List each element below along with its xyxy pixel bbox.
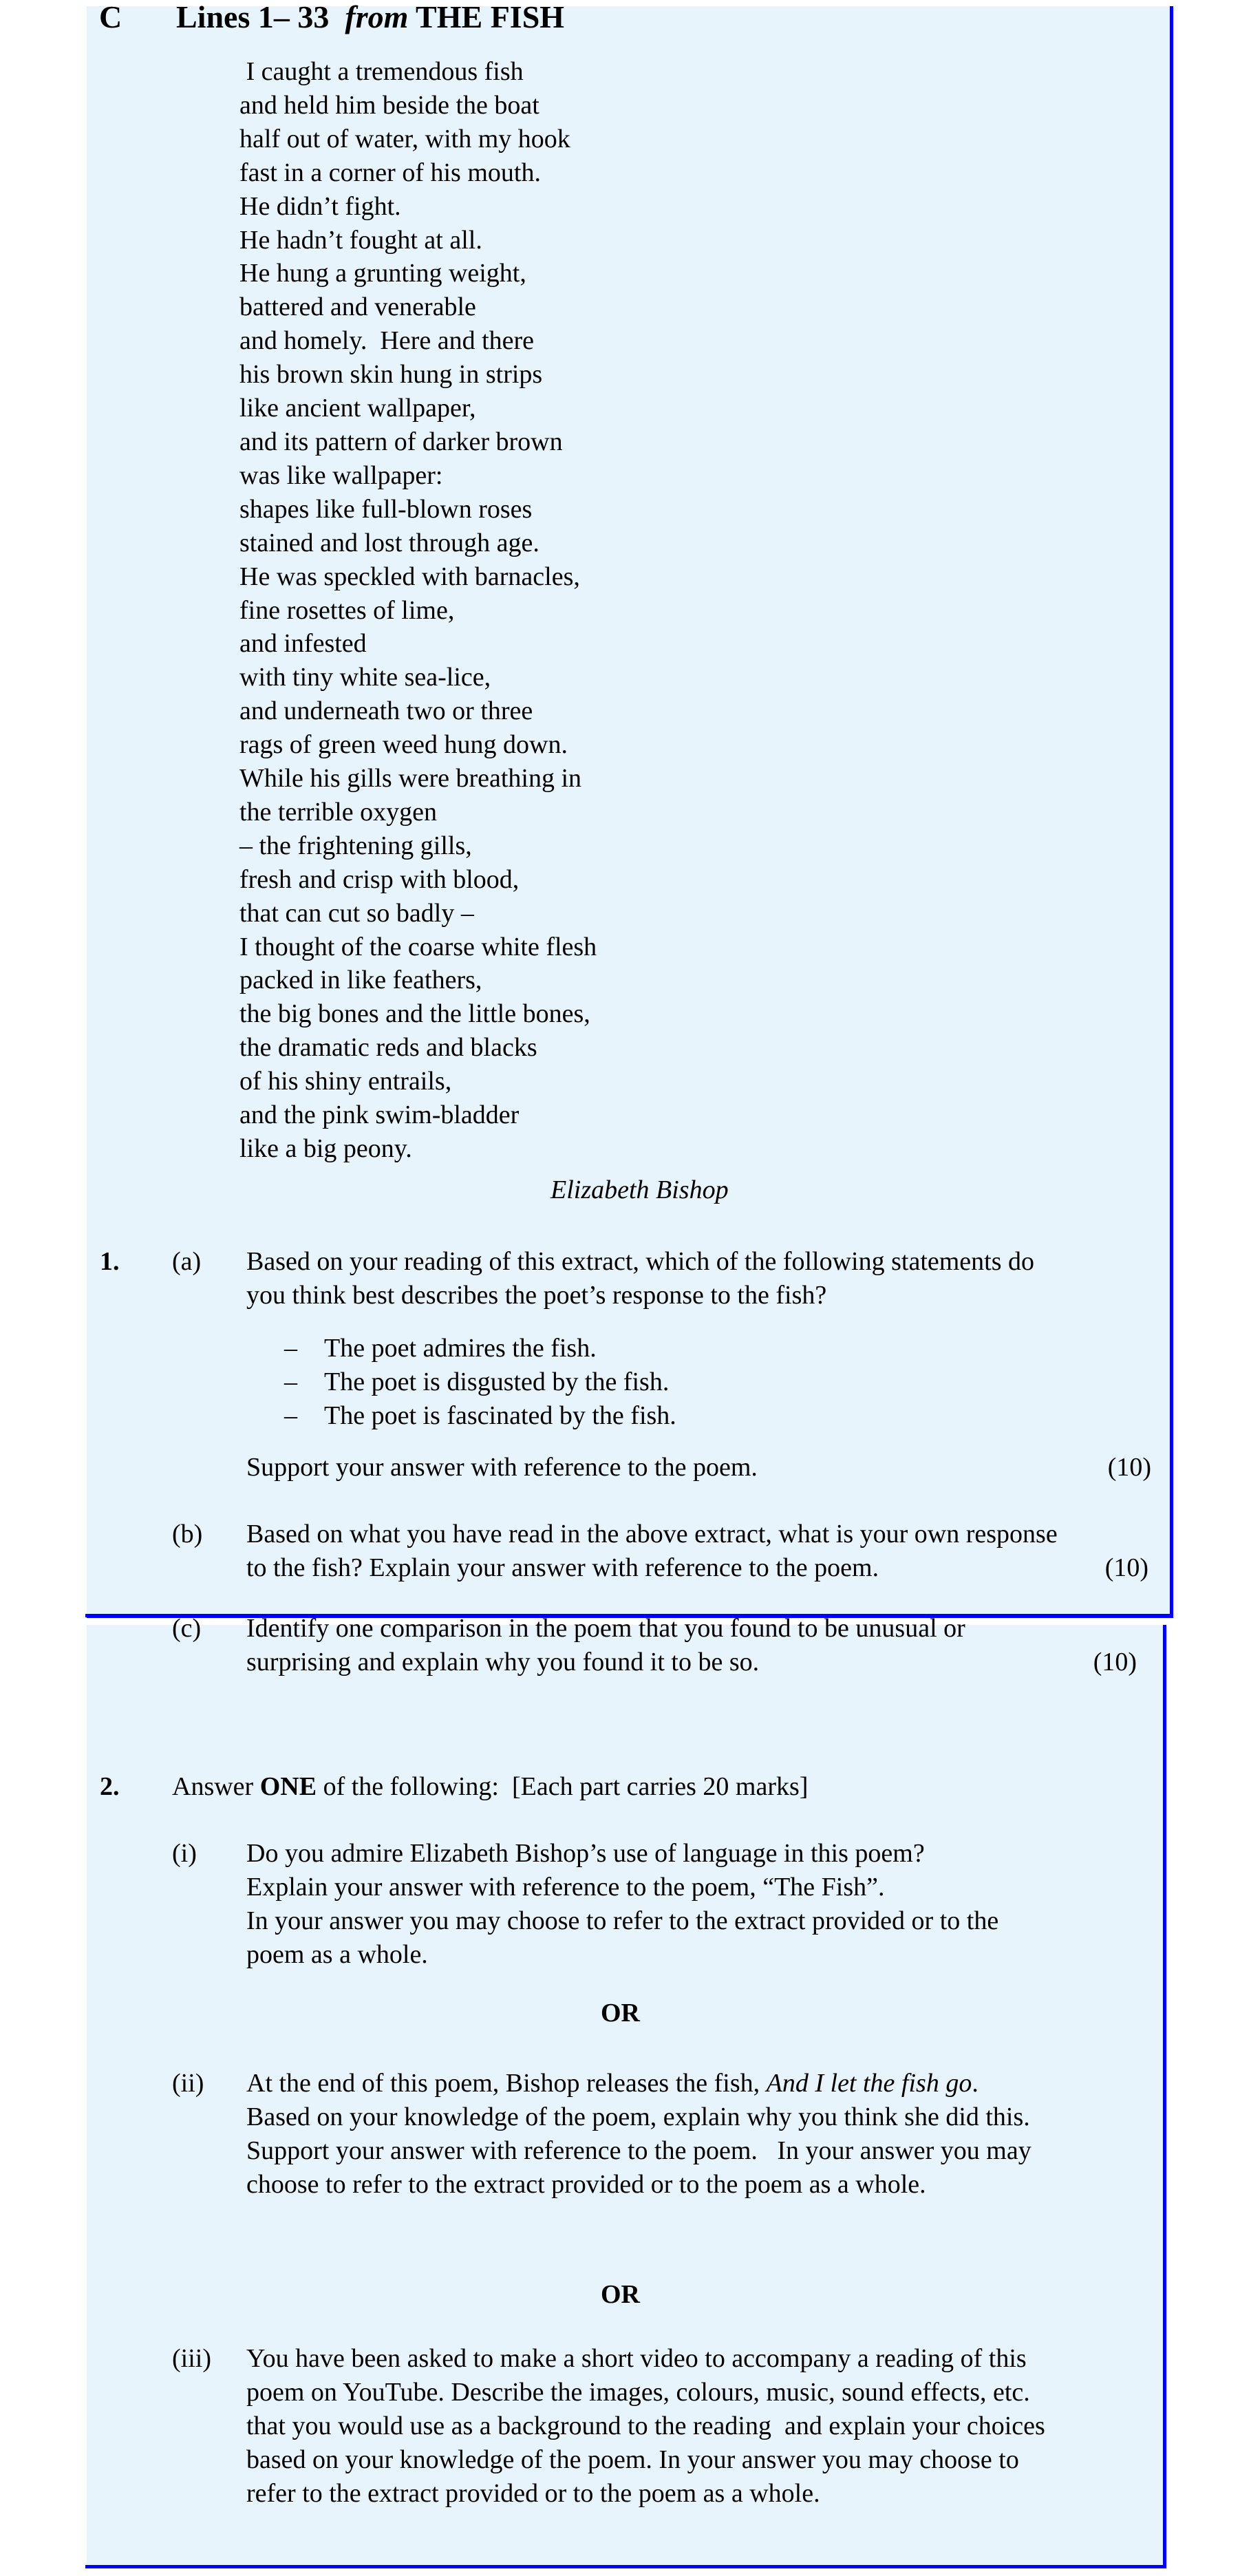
panel-bottom-border xyxy=(85,2565,1166,2568)
poem-line: half out of water, with my hook xyxy=(239,124,570,153)
poem-line: – the frightening gills, xyxy=(239,831,472,860)
or-separator: OR xyxy=(601,1999,640,2027)
poem-extract xyxy=(239,55,597,1166)
question-2-number: 2. xyxy=(100,1772,120,1801)
poem-line: and the pink swim-bladder xyxy=(239,1100,520,1130)
title-poem-name: THE FISH xyxy=(416,0,565,34)
poem-line: the terrible oxygen xyxy=(239,797,438,827)
question-line: Explain your answer with reference to the poem, “The Fish”. xyxy=(246,1873,885,1902)
question-line: In your answer you may choose to refer to the extract provided or to the xyxy=(246,1906,999,1935)
question-line: Based on your knowledge of the poem, explain why you think she did this. xyxy=(246,2103,1030,2131)
poem-line: He hadn’t fought at all. xyxy=(239,225,482,255)
dash-bullet: – xyxy=(284,1367,297,1396)
title-from: from xyxy=(345,0,409,34)
question-line xyxy=(246,2067,1031,2100)
option-text: The poet is disgusted by the fish. xyxy=(324,1367,670,1396)
poem-line: the big bones and the little bones, xyxy=(239,999,590,1029)
poem-line: rags of green weed hung down. xyxy=(239,730,568,760)
question-line: poem as a whole. xyxy=(246,1940,428,1969)
question-1c-label: (c) xyxy=(172,1614,202,1643)
question-line: Do you admire Elizabeth Bishop’s use of language in this poem? xyxy=(246,1839,925,1868)
poem-line: the dramatic reds and blacks xyxy=(239,1033,537,1063)
poem-line: packed in like feathers, xyxy=(239,966,482,995)
question-line: based on your knowledge of the poem. In your answer you may choose to xyxy=(246,2445,1019,2474)
poem-line: fast in a corner of his mouth. xyxy=(239,158,541,187)
poem-line: like a big peony. xyxy=(239,1134,412,1163)
poem-line: battered and venerable xyxy=(239,292,476,322)
poem-line: and homely. Here and there xyxy=(239,326,535,356)
poem-line: He was speckled with barnacles, xyxy=(239,562,580,591)
question-1b-label: (b) xyxy=(172,1520,203,1548)
title-lines: Lines 1– 33 xyxy=(176,0,330,34)
poem-author: Elizabeth Bishop xyxy=(550,1175,729,1204)
poem-line: fresh and crisp with blood, xyxy=(239,864,520,894)
question-1a-label: (a) xyxy=(172,1247,202,1276)
intro-text: of the following: [Each part carries 20 marks] xyxy=(317,1772,809,1801)
poem-line: stained and lost through age. xyxy=(239,528,539,557)
poem-line: I caught a tremendous fish xyxy=(239,57,524,86)
poem-line: and infested xyxy=(239,629,367,659)
question-2-intro xyxy=(172,1770,808,1804)
poem-line: shapes like full-blown roses xyxy=(239,494,533,524)
option-item xyxy=(284,1365,676,1399)
question-1c-marks: (10) xyxy=(1093,1648,1137,1676)
section-title xyxy=(176,0,564,36)
section-letter: C xyxy=(99,0,122,34)
question-1c-text xyxy=(246,1612,965,1679)
question-2ii-text xyxy=(246,2067,1031,2202)
poem-line: and its pattern of darker brown xyxy=(239,427,563,456)
or-separator: OR xyxy=(601,2280,640,2309)
poem-line: He hung a grunting weight, xyxy=(239,259,526,288)
poem-line: I thought of the coarse white flesh xyxy=(239,932,597,961)
question-2i-label: (i) xyxy=(172,1839,197,1868)
intro-text: Answer xyxy=(172,1772,260,1801)
question-1-number: 1. xyxy=(100,1247,120,1276)
question-line: surprising and explain why you found it to be so. xyxy=(246,1648,760,1676)
intro-emphasis: ONE xyxy=(259,1772,317,1801)
dash-bullet: – xyxy=(284,1334,297,1363)
option-item xyxy=(284,1332,676,1365)
question-1a-support: Support your answer with reference to the poem. xyxy=(246,1453,758,1482)
option-text: The poet admires the fish. xyxy=(324,1334,597,1363)
poem-line: of his shiny entrails, xyxy=(239,1067,452,1096)
poem-line: and underneath two or three xyxy=(239,696,533,726)
question-line: choose to refer to the extract provided or to the poem as a whole. xyxy=(246,2170,926,2199)
poem-line: He didn’t fight. xyxy=(239,191,401,221)
question-line: poem on YouTube. Describe the images, colours, music, sound effects, etc. xyxy=(246,2378,1030,2407)
poem-line: fine rosettes of lime, xyxy=(239,595,455,625)
question-2iii-text xyxy=(246,2342,1045,2511)
question-1a-marks: (10) xyxy=(1107,1453,1151,1482)
question-2iii-label: (iii) xyxy=(172,2344,211,2373)
poem-line: with tiny white sea-lice, xyxy=(239,663,491,692)
question-2i-text xyxy=(246,1837,998,1972)
option-item xyxy=(284,1399,676,1433)
poem-line: While his gills were breathing in xyxy=(239,764,582,794)
question-line: refer to the extract provided or to the poem as a whole. xyxy=(246,2479,820,2508)
question-1b-text xyxy=(246,1518,1058,1585)
poem-line: and held him beside the boat xyxy=(239,90,539,120)
poem-line: that can cut so badly – xyxy=(239,898,474,928)
question-1a-text xyxy=(246,1245,1034,1312)
option-text: The poet is fascinated by the fish. xyxy=(324,1401,676,1430)
question-line-text: At the end of this poem, Bishop releases the fish, xyxy=(246,2069,767,2098)
question-line: You have been asked to make a short video to accompany a reading of this xyxy=(246,2344,1027,2373)
question-line: to the fish? Explain your answer with reference to the poem. xyxy=(246,1553,879,1582)
quoted-line: And I let the fish go xyxy=(766,2069,972,2098)
question-line: Based on what you have read in the above extract, what is your own response xyxy=(246,1520,1058,1548)
question-line: that you would use as a background to the reading and explain your choices xyxy=(246,2412,1045,2440)
poem-line: like ancient wallpaper, xyxy=(239,394,476,423)
question-2ii-label: (ii) xyxy=(172,2069,204,2098)
poem-line: was like wallpaper: xyxy=(239,460,443,490)
question-1b-marks: (10) xyxy=(1104,1553,1148,1582)
question-line: Based on your reading of this extract, which of the following statements do xyxy=(246,1247,1035,1276)
poem-line: his brown skin hung in strips xyxy=(239,360,543,390)
question-line: you think best describes the poet’s response to the fish? xyxy=(246,1281,827,1310)
question-line-text: . xyxy=(972,2069,979,2098)
question-line: Support your answer with reference to the poem. In your answer you may xyxy=(246,2136,1031,2165)
dash-bullet: – xyxy=(284,1401,297,1430)
question-1a-options xyxy=(284,1332,676,1433)
question-line: Identify one comparison in the poem that you found to be unusual or xyxy=(246,1614,965,1643)
